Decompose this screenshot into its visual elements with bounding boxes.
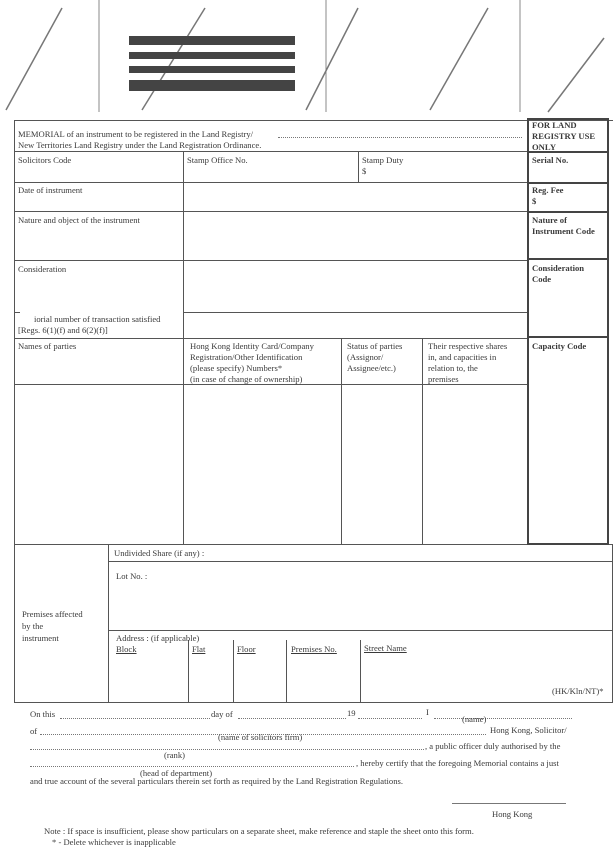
- memorial-title-line2: New Territories Land Registry under the Land Registration Ordinance.: [18, 140, 262, 150]
- district-label: (HK/Kln/NT)*: [552, 686, 604, 696]
- capacity-code-label: Capacity Code: [532, 341, 587, 351]
- name-label: (name): [462, 714, 487, 724]
- slash-mark: [306, 8, 358, 110]
- firm-label: (name of solicitors firm): [218, 732, 303, 742]
- office-use-header-1: FOR LAND: [532, 120, 577, 130]
- top-scan-area: [0, 0, 615, 120]
- id-numbers-label-1: Hong Kong Identity Card/Company: [190, 341, 314, 351]
- head-label: (head of department): [140, 768, 213, 778]
- nature-code-label-2: Instrument Code: [532, 226, 595, 236]
- slash-mark: [430, 8, 488, 110]
- delete-note: * - Delete whichever is inapplicable: [52, 837, 176, 847]
- status-label-1: Status of parties: [347, 341, 403, 351]
- office-use-header-3: ONLY: [532, 142, 557, 152]
- shares-label-2: in, and capacities in: [428, 352, 497, 362]
- day-of-label: day of: [211, 709, 233, 719]
- shares-label-3: relation to, the: [428, 363, 478, 373]
- reg-fee-symbol: $: [532, 196, 537, 206]
- solicitor-label: Hong Kong, Solicitor/: [490, 725, 567, 735]
- consideration-label: Consideration: [18, 264, 67, 274]
- address-label: Address : (if applicable): [116, 633, 200, 643]
- memorial-title-line1: MEMORIAL of an instrument to be registered in the Land Registry/: [18, 129, 254, 139]
- floor-label: Floor: [237, 644, 256, 654]
- premises-no-label: Premises No.: [291, 644, 337, 654]
- year-prefix: 19: [347, 708, 356, 718]
- office-use-header-2: REGISTRY USE: [532, 131, 596, 141]
- regs-label: [Regs. 6(1)(f) and 6(2)(f)]: [18, 325, 108, 335]
- stamp-duty-label: Stamp Duty: [362, 155, 404, 165]
- flat-label: Flat: [192, 644, 206, 654]
- true-account-text: and true account of the several particulars therein set forth as required by the Land Registration Regulations.: [30, 776, 403, 786]
- redaction-bars: [129, 36, 295, 91]
- footer-note: Note : If space is insufficient, please show particulars on a separate sheet, make reference and staple the sheet onto this form.: [44, 826, 474, 836]
- hong-kong-label: Hong Kong: [492, 809, 533, 819]
- consideration-code-label-1: Consideration: [532, 263, 585, 273]
- hereby-text: , hereby certify that the foregoing Memorial contains a just: [356, 758, 559, 768]
- of-label: of: [30, 726, 38, 736]
- on-this-label: On this: [30, 709, 56, 719]
- slash-mark: [548, 38, 604, 112]
- consideration-code-label-2: Code: [532, 274, 552, 284]
- undivided-share-label: Undivided Share (if any) :: [114, 548, 205, 558]
- reg-fee-label: Reg. Fee: [532, 185, 564, 195]
- id-numbers-label-2: Registration/Other Identification: [190, 352, 303, 362]
- street-name-label: Street Name: [364, 643, 407, 653]
- status-label-2: (Assignor/: [347, 352, 384, 362]
- slash-i: I: [426, 707, 429, 717]
- premises-label-1: Premises affected: [22, 609, 83, 619]
- slash-mark: [6, 8, 62, 110]
- status-label-3: Assignee/etc.): [347, 363, 396, 373]
- nature-code-label-1: Nature of: [532, 215, 567, 225]
- memorial-number-label: iorial number of transaction satisfied: [34, 314, 161, 324]
- names-of-parties-label: Names of parties: [18, 341, 77, 351]
- id-numbers-label-4: (in case of change of ownership): [190, 374, 303, 384]
- shares-label-4: premises: [428, 374, 459, 384]
- lot-no-label: Lot No. :: [116, 571, 148, 581]
- date-of-instrument-label: Date of instrument: [18, 185, 83, 195]
- premises-label-2: by the: [22, 621, 44, 631]
- nature-object-label: Nature and object of the instrument: [18, 215, 140, 225]
- stamp-office-no-label: Stamp Office No.: [187, 155, 248, 165]
- shares-label-1: Their respective shares: [428, 341, 508, 351]
- public-officer-text: , a public officer duly authorised by the: [425, 741, 561, 751]
- block-label: Block: [116, 644, 137, 654]
- serial-no-label: Serial No.: [532, 155, 569, 165]
- solicitors-code-label: Solicitors Code: [18, 155, 72, 165]
- id-numbers-label-3: (please specify) Numbers*: [190, 363, 283, 373]
- stamp-duty-symbol: $: [362, 166, 367, 176]
- rank-label: (rank): [164, 750, 185, 760]
- premises-label-3: instrument: [22, 633, 59, 643]
